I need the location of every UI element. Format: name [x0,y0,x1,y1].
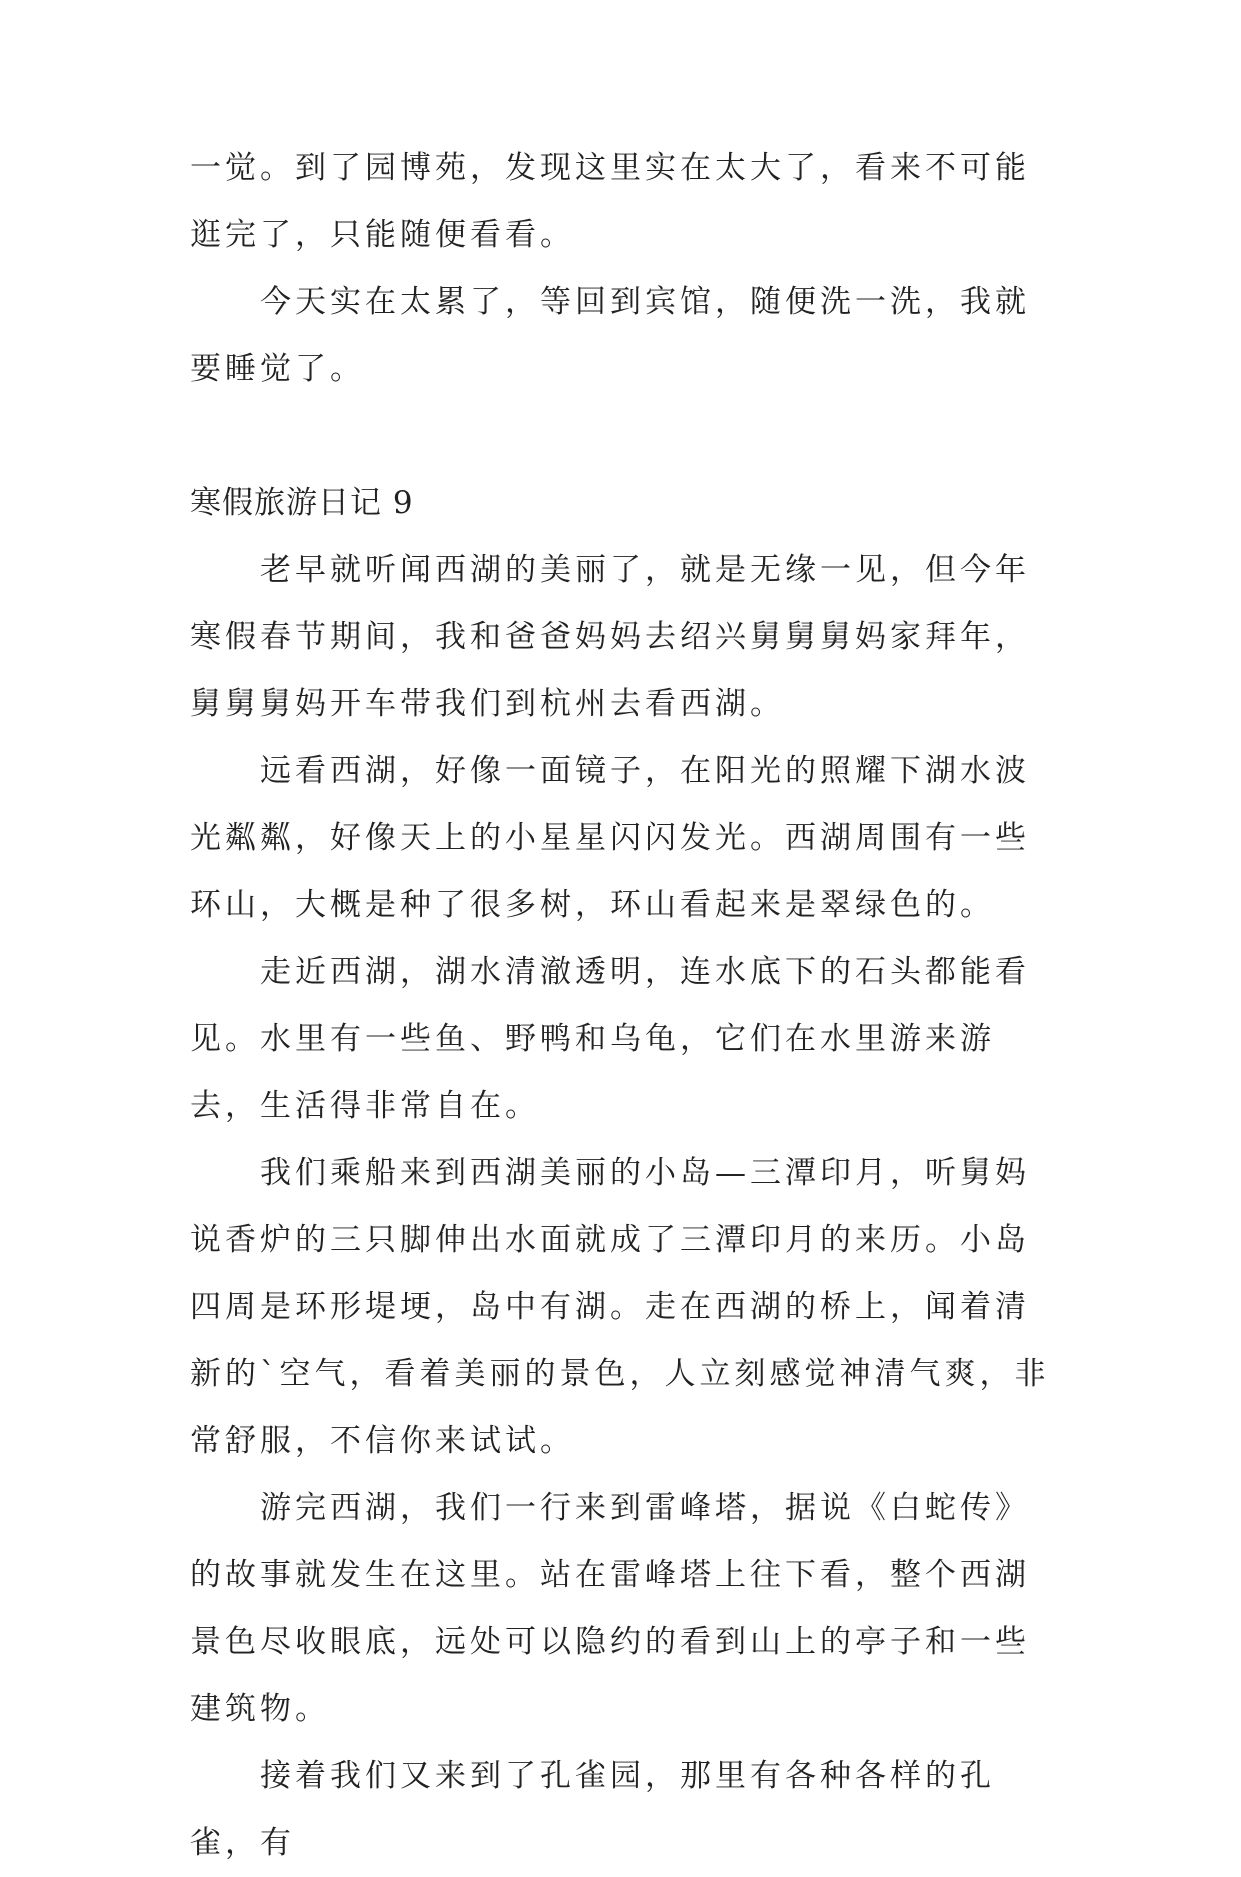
body-paragraph: 游完西湖，我们一行来到雷峰塔，据说《白蛇传》的故事就发生在这里。站在雷峰塔上往下看，整个西湖景色尽收眼底，远处可以隐约的看到山上的亭子和一些建筑物。 [190,1490,1030,1727]
closing-paragraph: 今天实在太累了，等回到宾馆，随便洗一洗，我就要睡觉了。 [190,284,1030,387]
document-body [190,135,1060,1877]
continuation-paragraph: 一觉。到了园博苑，发现这里实在太大了，看来不可能逛完了，只能随便看看。 [190,150,1030,253]
body-paragraph: 远看西湖，好像一面镜子，在阳光的照耀下湖水波光粼粼，好像天上的小星星闪闪发光。西湖周围有一些环山，大概是种了很多树，环山看起来是翠绿色的。 [190,753,1030,923]
body-paragraph: 走近西湖，湖水清澈透明，连水底下的石头都能看见。水里有一些鱼、野鸭和乌龟，它们在水里游来游去，生活得非常自在。 [190,954,1030,1124]
body-paragraph: 老早就听闻西湖的美丽了，就是无缘一见，但今年寒假春节期间，我和爸爸妈妈去绍兴舅舅舅妈家拜年，舅舅舅妈开车带我们到杭州去看西湖。 [190,552,1030,722]
body-paragraph: 接着我们又来到了孔雀园，那里有各种各样的孔雀，有 [190,1758,995,1861]
body-paragraph: 我们乘船来到西湖美丽的小岛—三潭印月，听舅妈说香炉的三只脚伸出水面就成了三潭印月的来历。小岛四周是环形堤埂，岛中有湖。走在西湖的桥上，闻着清新的`空气，看着美丽的景色，人立刻感觉神清气爽，非常舒服，不信你来试试。 [190,1155,1050,1459]
section-title: 寒假旅游日记 9 [190,485,414,521]
